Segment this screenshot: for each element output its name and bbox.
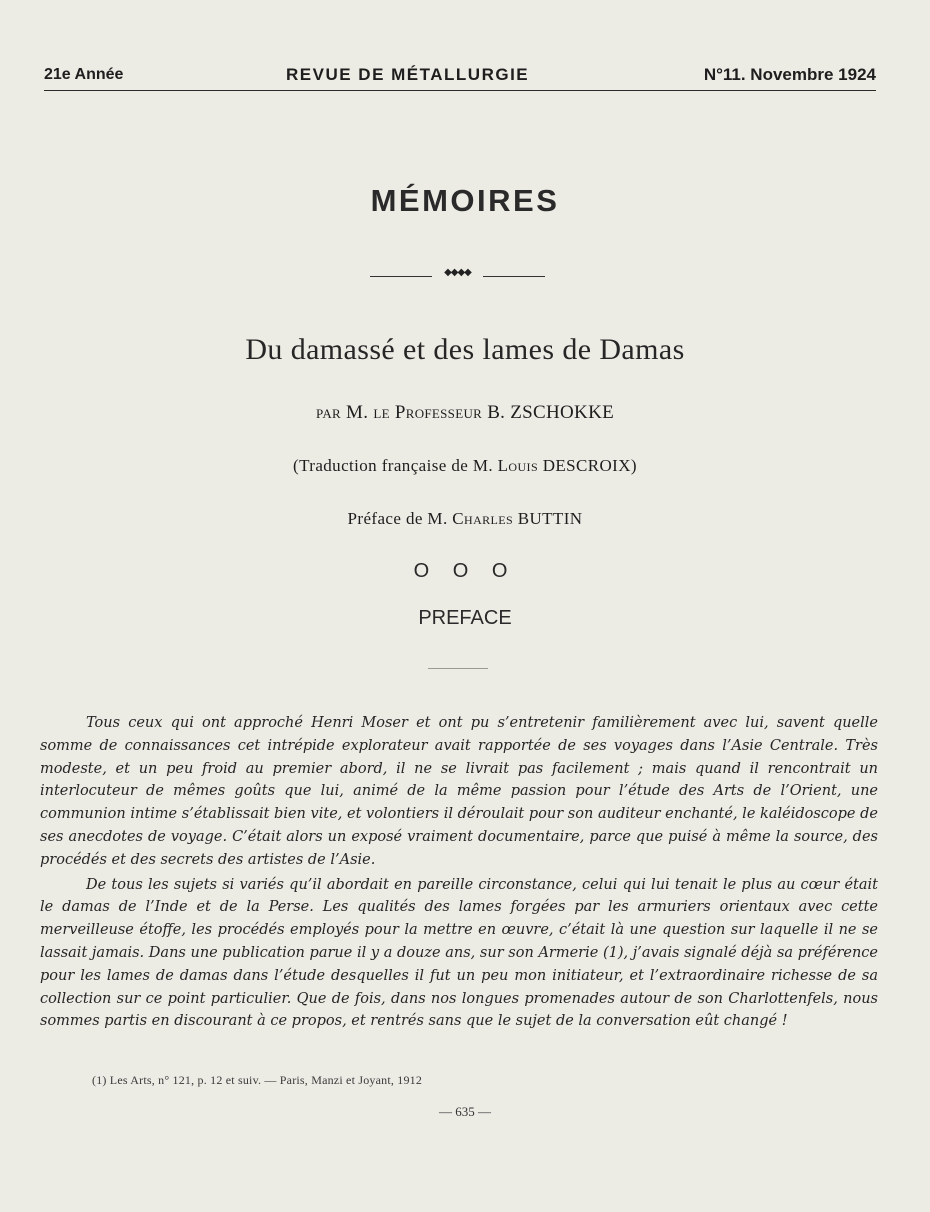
circle-separator-icon: O O O <box>413 560 517 582</box>
header-journal-title: REVUE DE MÉTALLURGIE <box>286 65 530 84</box>
translator-first-name: Louis <box>497 456 539 475</box>
preface-heading: PREFACE <box>418 607 512 629</box>
preface-author-last-name: BUTTIN <box>517 509 583 528</box>
translation-credit <box>0 456 930 476</box>
header-issue: N°11. Novembre 1924 <box>703 65 876 84</box>
article-title: Du damassé et des lames de Damas <box>245 333 685 366</box>
article-body <box>40 712 878 1033</box>
footnote: (1) Les Arts, n° 121, p. 12 et suiv. — Paris, Manzi et Joyant, 1912 <box>92 1073 423 1087</box>
diamond-ornament-icon: ◆◆◆◆ <box>444 267 471 278</box>
heading-rule <box>428 668 488 669</box>
ornament-line-right <box>483 276 545 277</box>
preface-prefix: Préface de M. <box>347 509 448 528</box>
section-title: MÉMOIRES <box>370 183 560 218</box>
preface-author-first-name: Charles <box>452 509 514 528</box>
title-ornament <box>370 268 545 284</box>
article-byline <box>0 402 930 424</box>
page-number: — 635 — <box>439 1104 491 1119</box>
running-header <box>44 64 876 91</box>
header-year: 21e Année <box>44 66 124 83</box>
translator-last-name: DESCROIX) <box>542 456 637 475</box>
body-paragraph-1: Tous ceux qui ont approché Henri Moser et ont pu s’entretenir familièrement avec lui, savent quelle somme de connaissances cet intrépide explorateur avait rapportée de ses voyages dans l’Asie Centrale. Très modeste, et un peu froid au premier abord, il ne se livrait pas facilement ; mais quand il rencontrait un interlocuteur de mêmes goûts que lui, animé de la même passion pour l’étude des Arts de l’Orient, une communion intime s’établissait bien vite, et volontiers il déroulait pour son auditeur enchanté, le kaléidoscope de ses anecdotes de voyage. C’était alors un exposé vraiment documentaire, parce que puisé à même la source, des procédés et des secrets des artistes de l’Asie. <box>40 715 878 868</box>
translation-prefix: (Traduction française de M. <box>293 456 493 475</box>
body-paragraph-2: De tous les sujets si variés qu’il abordait en pareille circonstance, celui qui lui tenait le plus au cœur était le damas de l’Inde et de la Perse. Les qualités des lames forgées par les armuriers orientaux avec cette merveilleuse étoffe, les procédés employés pour la mettre en œuvre, c’était là une question sur laquelle il ne se lassait jamais. Dans une publication parue il y a douze ans, sur son Armerie (1), j’avais signalé déjà sa préférence pour les lames de damas dans l’étude desquelles il fut un peu mon initiateur, et l’extraordinaire richesse de sa collection sur ce point particulier. Que de fois, dans nos longues promenades autour de son Charlottenfels, nous sommes partis en discourant à ce propos, et rentrés sans que le sujet de la conversation eût changé ! <box>40 876 878 1030</box>
ornament-line-left <box>370 276 432 277</box>
preface-credit <box>0 509 930 529</box>
byline-prefix: par M. le Professeur <box>315 402 483 423</box>
author-name: B. ZSCHOKKE <box>487 402 614 423</box>
